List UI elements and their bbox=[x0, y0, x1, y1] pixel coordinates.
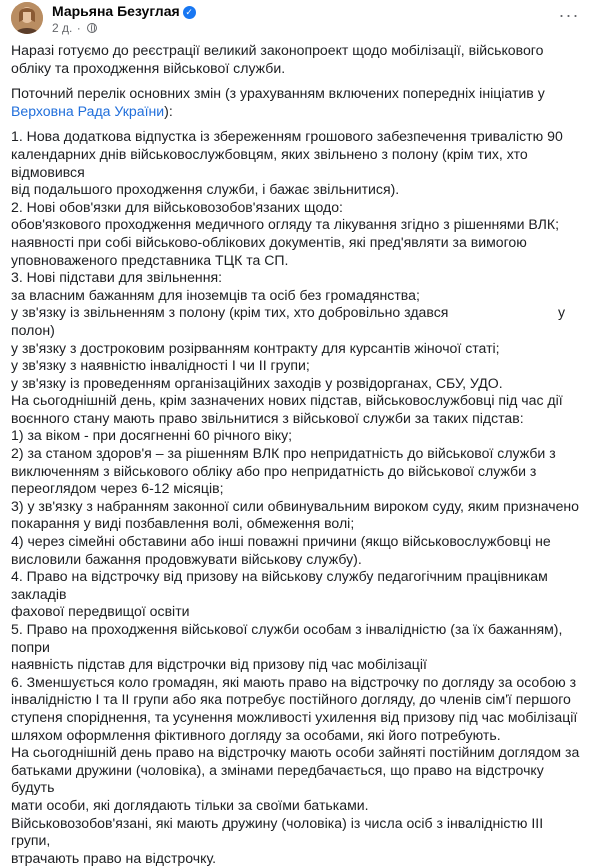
post-line: 4. Право на відстрочку від призову на військову службу педагогічним працівникам закладів bbox=[11, 568, 552, 602]
meta-separator: · bbox=[76, 21, 81, 35]
post-line: наявності при собі військово-облікових документів, які пред'являти за вимогою bbox=[11, 233, 527, 250]
post-paragraph-intro: Наразі готуємо до реєстрації великий законопроект щодо мобілізації, військового обліку та проходження військової служби. bbox=[11, 42, 548, 76]
post-line: 4) через сімейні обставини або інші поважні причини (якщо військовослужбовці не bbox=[11, 533, 551, 550]
post-line: 3. Нові підстави для звільнення: bbox=[11, 269, 223, 286]
post-line: Військовозобов'язані, які мають дружину (чоловіка) із числа осіб з інвалідністю ІІІ групи, bbox=[11, 814, 548, 849]
post-line: 6. Зменшується коло громадян, які мають право на відстрочку по догляду за особою з bbox=[11, 673, 577, 690]
post-text bbox=[11, 42, 586, 867]
post-line: виключенням з військового обліку або про непридатність до військової служби з bbox=[11, 462, 537, 479]
post-meta bbox=[52, 21, 97, 35]
post-line: висловили бажання продовжувати військову службу). bbox=[11, 550, 362, 567]
post-line: 1) за віком - при досягненні 60 річного віку; bbox=[11, 427, 293, 444]
post-line: уповноваженого представника ТЦК та СП. bbox=[11, 251, 289, 268]
author-avatar[interactable] bbox=[11, 2, 43, 34]
author-name-row bbox=[52, 3, 196, 20]
paragraph-gap bbox=[11, 120, 586, 128]
post-line: у зв'язку із проведенням організаційних заходів у розвідорганах, СБУ, УДО. bbox=[11, 374, 503, 391]
list-intro-prefix: Поточний перелік основних змін (з урахуванням включених попередніх ініціатив у bbox=[11, 85, 549, 102]
post-line: втрачають право на відстрочку. bbox=[11, 849, 217, 866]
post-line: у зв'язку з достроковим розірванням контракту для курсантів жіночої статі; bbox=[11, 339, 500, 356]
post-lines bbox=[11, 128, 586, 867]
post-line: покарання у виді позбавлення волі, обмеження волі; bbox=[11, 515, 355, 532]
post-line: календарних днів військовослужбовцям, яких звільнено з полону (крім тих, хто відмовився bbox=[11, 145, 532, 180]
post-line: воєнного стану мають право звільнитися з військової служби за таких підстав: bbox=[11, 409, 524, 426]
post-line: 5. Право на проходження військової служби особам з інвалідністю (за їх бажанням), попри bbox=[11, 621, 567, 655]
post-paragraph-list-intro bbox=[11, 85, 586, 120]
post-line: наявність підстав для відстрочки від призову під час мобілізації bbox=[11, 656, 427, 673]
post-timestamp[interactable]: 2 д. bbox=[52, 21, 73, 35]
post-line: фахової передвищої освіти bbox=[11, 603, 190, 620]
post-line: мати особи, які доглядають тільки за своїми батьками. bbox=[11, 796, 369, 813]
post-line: від подальшого проходження служби, і бажає звільнитися). bbox=[11, 181, 400, 198]
post-line: На сьогоднішній день, крім зазначених нових підстав, військовослужбовці під час дії bbox=[11, 392, 563, 409]
post-line: батьками дружини (чоловіка), а змінами передбачається, що право на відстрочку будуть bbox=[11, 761, 548, 796]
more-options-button[interactable]: ··· bbox=[558, 5, 580, 25]
post-line: інвалідністю І та ІІ групи або яка потребує постійного догляду, до членів сім'ї першого bbox=[11, 691, 571, 708]
post-line: ступеня споріднення, та усунення можливості ухилення від призову під час мобілізації bbox=[11, 708, 578, 725]
post-line: 2. Нові обов'язки для військовозобов'язаних щодо: bbox=[11, 198, 343, 215]
post-line: На сьогоднішній день право на відстрочку мають особи зайняті постійним доглядом за bbox=[11, 744, 580, 761]
post-line: 2) за станом здоров'я – за рішенням ВЛК про непридатність до військової служби з bbox=[11, 445, 556, 462]
avatar-photo-icon bbox=[11, 2, 43, 34]
post-header bbox=[0, 0, 593, 38]
post-line: переоглядом через 6-12 місяців; bbox=[11, 480, 224, 497]
post-line: за власним бажанням для іноземців та осіб без громадянства; bbox=[11, 286, 420, 303]
post-line: 1. Нова додаткова відпустка із збереженням грошового забезпечення тривалістю 90 bbox=[11, 128, 563, 145]
post-line: у зв'язку з наявністю інвалідності І чи ІІ групи; bbox=[11, 357, 310, 374]
paragraph-gap bbox=[11, 77, 586, 85]
author-name[interactable]: Марьяна Безуглая bbox=[52, 3, 180, 19]
post-line: шляхом оформлення фіктивного догляду за особами, які його потребують. bbox=[11, 726, 501, 743]
post-line: 3) у зв'язку з набранням законної сили обвинувальним вироком суду, яким призначено bbox=[11, 497, 580, 514]
globe-icon bbox=[87, 23, 97, 33]
verified-badge-icon: ✓ bbox=[183, 6, 196, 19]
list-intro-suffix: ): bbox=[164, 102, 173, 119]
post-line: у зв'язку із звільненням з полону (крім тих, хто добровільно здався у полон) bbox=[11, 304, 570, 338]
verkhovna-rada-link[interactable]: Верховна Рада України bbox=[11, 102, 165, 119]
post-line: обов'язкового проходження медичного огляду та лікування згідно з рішеннями ВЛК; bbox=[11, 216, 560, 233]
